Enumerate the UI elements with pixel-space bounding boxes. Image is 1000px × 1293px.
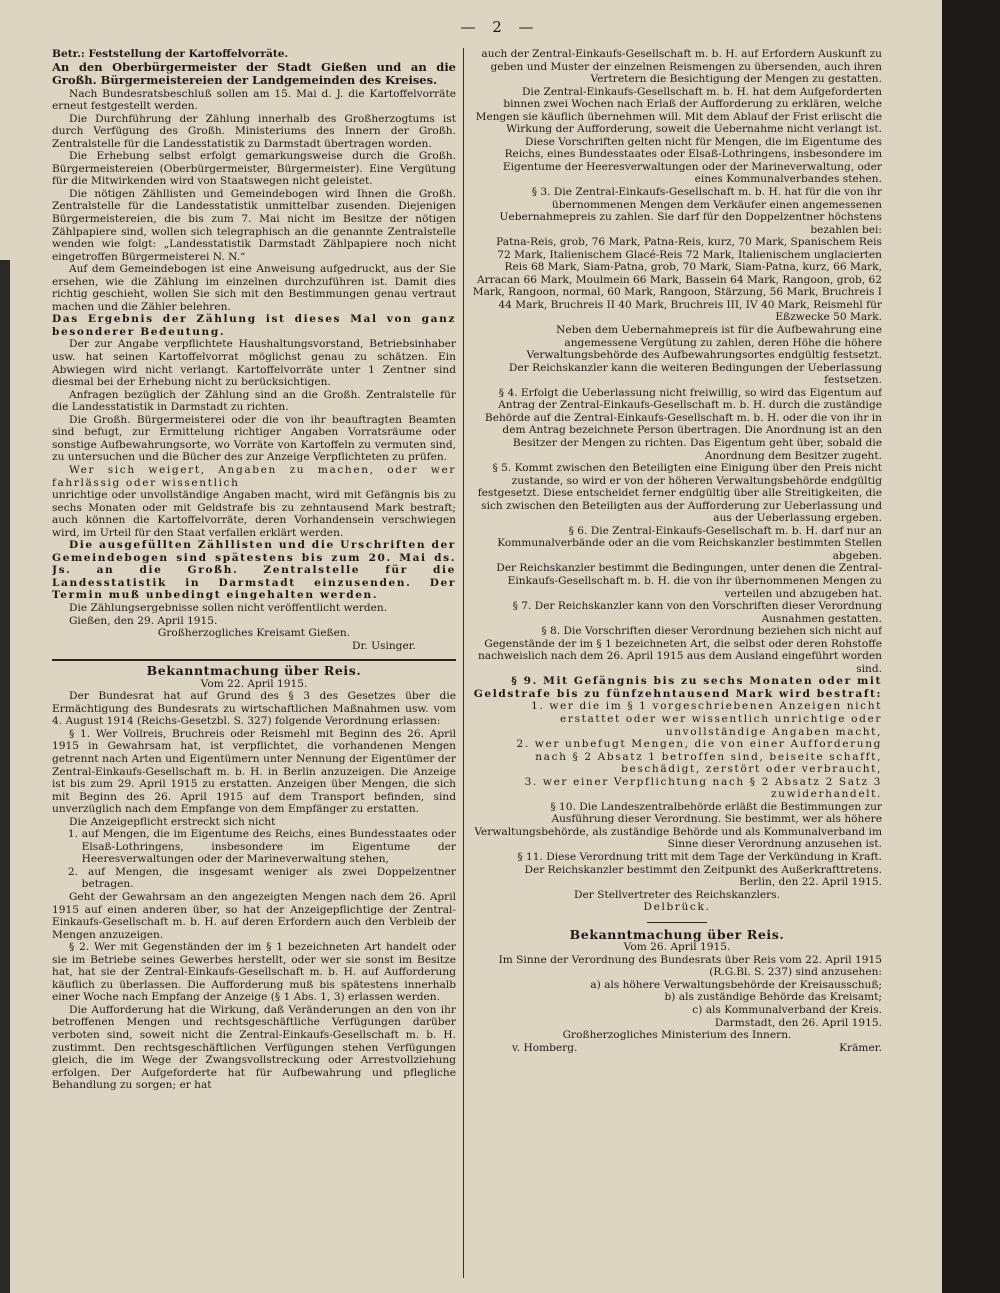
paragraph: Im Sinne der Verordnung des Bundesrats über Reis vom 22. April 1915 (R.G.Bl. S. 237) sind anzusehen: [498,953,882,979]
price-list: Patna-Reis, grob, 76 Mark, Patna-Reis, kurz, 70 Mark, Spanischem Reis 72 Mark, Italienischem Glacé-Reis 72 Mark, Italienischem unglacierten Reis 68 Mark, Siam-Patna, grob, 70 Mark, Siam-Patna, kurz, 66 Mark, Arracan 66 Mark, Moulmein 66 Mark, Bassein 64 Mark, Rangoon, grob, 62 Mark, Rangoon, normal, 60 Mark, Rangoon, Stärzung, 56 Mark, Bruchreis I 44 Mark, Bruchreis II 40 Mark, Bruchreis III, IV 40 Mark, Reismehl für Eßzwecke 50 Mark. [472,236,882,324]
paragraph: Nach Bundesratsbeschluß sollen am 15. Mai d. J. die Kartoffelvorräte erneut festgestellt werden. [52,87,456,113]
penalty-paragraph: Wer sich weigert, Angaben zu machen, oder wer fahrlässig oder wissentlich [52,463,456,489]
list-item: 1. wer die im § 1 vorgeschriebenen Anzeigen nicht erstattet oder wer wissentlich unrichtige oder unvollständige Angaben macht, [531,700,882,738]
signature-line [472,1042,882,1055]
scan-edge-left [0,260,10,1293]
place-date: Berlin, den 22. April 1915. [739,876,882,889]
right-column [472,48,882,1286]
paragraph: Der zur Angabe verpflichtete Haushaltungsvorstand, Betriebsinhaber usw. hat seinen Kartoffelvorrat möglichst genau zu schätzen. Ein Abwiegen wird nicht verlangt. Kartoffelvorräte unter 1 Zentner sind diesmal bei der Erhebung nicht zu berücksichtigen. [52,338,456,389]
list-item: 1. auf Mengen, die im Eigentume des Reichs, eines Bundesstaates oder Elsaß-Lothringens, insbesondere im Eigentume der Heeresverwaltungen oder der Marineverwaltung stehen, [67,828,456,866]
section-date: Vom 26. April 1915. [623,941,731,954]
paragraph: Der Bundesrat hat auf Grund des § 3 des Gesetzes über die Ermächtigung des Bundesrats zu wirtschaftlichen Maßnahmen usw. vom 4. August 1914 (Reichs-Gesetzbl. S. 327) folgende Verordnung erlassen: [52,690,456,728]
paragraph: Die Anzeigepflicht erstreckt sich nicht [68,815,276,828]
paragraph-section-4: § 4. Erfolgt die Ueberlassung nicht freiwillig, so wird das Eigentum auf Antrag der Zentral-Einkaufs-Gesellschaft m. b. H. durch die zuständige Behörde auf die Zentral-Einkaufs-Gesellschaft m. b. H. oder die von ihr in dem Antrag bezeichnete Person übertragen. Die Anordnung ist an den Besitzer der Mengen zu richten. Das Eigentum geht über, sobald die Anordnung dem Besitzer zugeht. [484,386,882,462]
signatory-title: Der Stellvertreter des Reichskanzlers. [574,888,780,901]
paragraph: Geht der Gewahrsam an den angezeigten Mengen nach dem 26. April 1915 auf einen anderen über, so hat der Anzeigepflichtige der Zentral-Einkaufs-Gesellschaft m. b. H. auf deren Erfordern auch den Verbleib der Mengen anzuzeigen. [52,891,456,941]
list-item: c) als Kommunalverband der Kreis. [692,1004,882,1017]
list-item: 3. wer einer Verpflichtung nach § 2 Absatz 2 Satz 3 zuwiderhandelt. [524,775,882,801]
paragraph-section-1: § 1. Wer Vollreis, Bruchreis oder Reismehl mit Beginn des 26. April 1915 in Gewahrsam hat, ist verpflichtet, die vorhandenen Mengen getrennt nach Arten und Eigentümern unter Nennung der Eigentümer der Zentral-Einkaufs-Gesellschaft m. b. H. in Berlin anzuzeigen. Die Anzeige ist bis zum 29. April 1915 zu erstatten. Anzeigen über Mengen, die sich mit Beginn des 26. April 1915 auf dem Transport befinden, sind unverzüglich nach dem Empfange von dem Empfänger zu erstatten. [52,727,456,816]
paragraph: Anfragen bezüglich der Zählung sind an die Großh. Zentralstelle für die Landesstatistik in Darmstadt zu richten. [52,388,456,414]
column-rule [463,48,464,1278]
paragraph-section-8: § 8. Die Vorschriften dieser Verordnung beziehen sich nicht auf Gegenstände der im § 1 bezeichneten Art, die selbst oder deren Rohstoffe nachweislich nach dem 26. April 1915 aus dem Ausland eingeführt worden sind. [477,625,882,675]
deadline-paragraph: Die ausgefüllten Zähllisten und die Urschriften der Gemeindebogen sind spätestens bis zum 20. Mai ds. Js. an die Großh. Zentralstelle für die Landesstatistik in Darmstadt einzusenden. Der Termin muß unbedingt eingehalten werden. [52,539,456,602]
emphasis-paragraph: Das Ergebnis der Zählung ist dieses Mal von ganz besonderer Bedeutung. [52,313,456,338]
paragraph: Der Reichskanzler kann die weiteren Bedingungen der Ueberlassung festsetzen. [508,361,882,387]
page-number: — 2 — [460,18,540,36]
paragraph: Auf dem Gemeindebogen ist eine Anweisung aufgedruckt, aus der Sie ersehen, wie die Zählung im einzelnen durchzuführen ist. Damit dies richtig geschieht, wollen Sie sich mit den Bestimmungen genau vertraut machen und die Zähler belehren. [52,263,456,313]
signature: Delbrück. [643,901,711,914]
paragraph: unrichtige oder unvollständige Angaben macht, wird mit Gefängnis bis zu sechs Monaten oder mit Geldstrafe bis zu zehntausend Mark bestraft; auch können die Kartoffelvorräte, deren Vorhandensein verschwiegen wird, im Urteil für den Staat verfallen erklärt werden. [52,489,456,539]
section-divider [52,659,456,661]
paragraph: Die Zählungsergebnisse sollen nicht veröffentlicht werden. [68,601,388,614]
signature: Krämer. [839,1041,882,1054]
left-column [52,48,456,1286]
subject-line: Betr.: Feststellung der Kartoffelvorräte. [52,48,289,60]
paragraph: Der Reichskanzler bestimmt die Bedingungen, unter denen die Zentral-Einkaufs-Gesellschaft m. b. H. die von ihr übernommenen Mengen zu verteilen und abzugeben hat. [496,562,882,600]
address-heading: An den Oberbürgermeister der Stadt Gießen und an die Großh. Bürgermeistereien der Landgemeinden des Kreises. [52,59,456,88]
list-item: 2. wer unbefugt Mengen, die von einer Aufforderung nach § 2 Absatz 1 betroffen sind, beiseite schafft, beschädigt, zerstört oder verbraucht, [516,738,882,776]
paragraph: Die nötigen Zähllisten und Gemeindebogen wird Ihnen die Großh. Zentralstelle für die Landesstatistik unmittelbar zusenden. Diejenigen Bürgermeistereien, die bis zum 7. Mai nicht im Besitze der nötigen Zählpapiere sind, wollen sich telegraphisch an die genannte Zentralstelle wenden wie folgt: „Landesstatistik Darmstadt Zählpapiere noch nicht eingetroffen Bürgermeisterei N. N.“ [52,187,456,263]
issuing-office: Großherzogliches Kreisamt Gießen. [157,627,351,640]
signature: v. Homberg. [512,1041,578,1054]
paragraph: Die Großh. Bürgermeisterei oder die von ihr beauftragten Beamten sind befugt, zur Ermittelung richtiger Angaben Vorratsräume oder sonstige Aufbewahrungsorte, wo Vorräte von Kartoffeln zu vermuten sind, zu untersuchen und die Bücher des zur Anzeige Verpflichteten zu prüfen. [52,413,456,464]
paragraph: Die Zentral-Einkaufs-Gesellschaft m. b. H. hat dem Aufgeforderten binnen zwei Wochen nach Erlaß der Aufforderung zu erklären, welche Mengen sie käuflich übernehmen will. Mit dem Ablauf der Frist erlischt die Wirkung der Aufforderung, soweit die Uebernahme nicht verlangt ist. [475,85,882,136]
paragraph: Die Durchführung der Zählung innerhalb des Großherzogtums ist durch Verfügung des Großh. Ministeriums des Innern der Großh. Zentralstelle für die Landesstatistik zu Darmstadt übertragen worden. [52,112,456,150]
paragraph-section-11: § 11. Diese Verordnung tritt mit dem Tage der Verkündung in Kraft. [517,851,882,863]
paragraph: Neben dem Uebernahmepreis ist für die Aufbewahrung eine angemessene Vergütung zu zahlen, deren Höhe die höhere Verwaltungsbehörde des Aufbewahrungsortes endgültig festsetzt. [526,324,882,362]
section-title: Bekanntmachung über Reis. [146,663,362,679]
paragraph-section-6: § 6. Die Zentral-Einkaufs-Gesellschaft m. b. H. darf nur an Kommunalverbände oder an die vom Reichskanzler bestimmten Stellen abgeben. [497,524,882,562]
list-item: b) als zuständige Behörde das Kreisamt; [664,991,882,1004]
paragraph-section-2: § 2. Wer mit Gegenständen der im § 1 bezeichneten Art handelt oder sie im Betriebe seines Gewerbes herstellt, oder wer sie sonst im Besitze hat, hat sie der Zentral-Einkaufs-Gesellschaft m. b. H. auf Aufforderung käuflich zu überlassen. Die Aufforderung muß bis spätestens innerhalb einer Woche nach Empfang der Anzeige (§ 1 Abs. 1, 3) erlassen werden. [52,941,456,1004]
paragraph: auch der Zentral-Einkaufs-Gesellschaft m. b. H. auf Erfordern Auskunft zu geben und Muster der einzelnen Reismengen zu übersenden, auch ihren Vertretern die Besichtigung der Mengen zu gestatten. [481,48,882,86]
paragraph-section-9: § 9. Mit Gefängnis bis zu sechs Monaten oder mit Geldstrafe bis zu fünfzehntausend Mark wird bestraft: [473,675,882,700]
paragraph: Diese Vorschriften gelten nicht für Mengen, die im Eigentume des Reichs, eines Bundesstaates oder Elsaß-Lothringens, insbesondere im Eigentume der Heeresverwaltungen oder der Marineverwaltung, oder eines Kommunalverbandes stehen. [502,135,882,186]
paragraph: Die Aufforderung hat die Wirkung, daß Veränderungen an den von ihr betroffenen Mengen und rechtsgeschäftliche Verfügungen darüber verboten sind, soweit nicht die Zentral-Einkaufs-Gesellschaft m. b. H. zustimmt. Den rechtsgeschäftlichen Verfügungen stehen Verfügungen gleich, die im Wege der Zwangsvollstreckung oder Arrestvollziehung erfolgen. Der Aufgeforderte hat für Aufbewahrung und pflegliche Behandlung zu sorgen; er hat [52,1003,456,1092]
section-title: Bekanntmachung über Reis. [569,926,785,942]
paragraph-section-7: § 7. Der Reichskanzler kann von den Vorschriften dieser Verordnung Ausnahmen gestatten. [512,600,882,625]
signature: Dr. Usinger. [351,639,416,652]
list-item: a) als höhere Verwaltungsbehörde der Kreisausschuß; [590,978,882,991]
place-date: Gießen, den 29. April 1915. [68,614,218,627]
scan-edge-right [942,0,1000,1293]
section-divider [647,922,707,923]
section-date: Vom 22. April 1915. [200,677,308,690]
paragraph: Die Erhebung selbst erfolgt gemarkungsweise durch die Großh. Bürgermeistereien (Oberbürgermeister, Bürgermeister). Eine Vergütung für die Mitwirkenden wird von Staatswegen nicht geleistet. [52,150,456,188]
paragraph-section-3: § 3. Die Zentral-Einkaufs-Gesellschaft m. b. H. hat für die von ihr übernommenen Mengen dem Verkäufer einen angemessenen Uebernahmepreis zu zahlen. Sie darf für den Doppelzentner höchstens bezahlen bei: [499,186,882,236]
place-date: Darmstadt, den 26. April 1915. [714,1016,882,1029]
paragraph-section-5: § 5. Kommt zwischen den Beteiligten eine Einigung über den Preis nicht zustande, so wird er von der höheren Verwaltungsbehörde endgültig festgesetzt. Diese entscheidet ferner endgültig über alle Streitigkeiten, die sich zwischen den Beteiligten aus der Aufforderung zur Ueberlassung und aus der Ueberlassung ergeben. [477,462,882,525]
paragraph-section-10: § 10. Die Landeszentralbehörde erläßt die Bestimmungen zur Ausführung dieser Verordnung. Sie bestimmt, wer als höhere Verwaltungsbehörde, als zuständige Behörde und als Kommunalverband im Sinne dieser Verordnung anzusehen ist. [474,800,882,851]
paragraph: Der Reichskanzler bestimmt den Zeitpunkt des Außerkrafttretens. [524,863,882,876]
list-item: 2. auf Mengen, die insgesamt weniger als zwei Doppelzentner betragen. [67,865,456,891]
issuing-ministry: Großherzogliches Ministerium des Innern. [562,1029,792,1042]
